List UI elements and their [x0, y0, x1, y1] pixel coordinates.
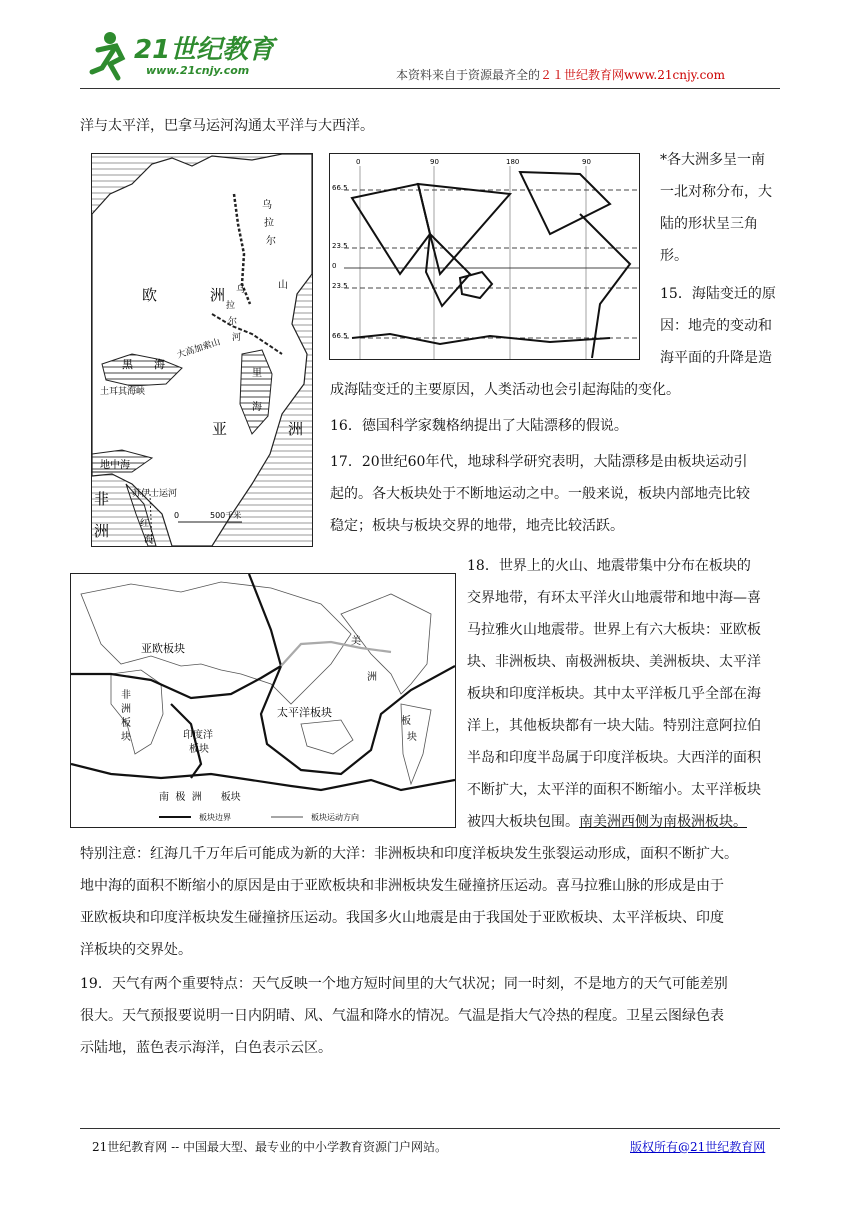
text-line: 示陆地，蓝色表示海洋，白色表示云区。	[80, 1040, 332, 1056]
logo-text: 21世纪教育	[134, 35, 275, 65]
svg-text:黑: 黑	[122, 358, 133, 371]
svg-text:尔: 尔	[266, 236, 276, 247]
svg-text:180: 180	[506, 158, 520, 166]
svg-text:美: 美	[351, 636, 361, 647]
svg-text:海: 海	[144, 535, 154, 545]
text-line: 特别注意：红海几千万年后可能成为新的大洋：非洲板块和印度洋板块发生张裂运动形成，面积不断扩大。	[80, 846, 738, 862]
header-site-url: www.21cnjy.com	[624, 68, 725, 82]
svg-text:海: 海	[154, 358, 165, 371]
svg-text:板块运动方向: 板块运动方向	[311, 813, 359, 822]
text-line: 块、非洲板块、南极洲板块、美洲板块、太平洋	[467, 654, 761, 670]
map-world-plates	[70, 573, 456, 828]
text-line: 不断扩大，太平洋的面积不断缩小。太平洋板块	[467, 782, 761, 798]
svg-text:板块边界: 板块边界	[199, 813, 231, 822]
svg-text:洲: 洲	[210, 286, 226, 304]
runner-icon	[92, 32, 122, 78]
svg-text:拉: 拉	[226, 301, 236, 311]
text-line: 洋上，其他板块都有一块大陆。特别注意阿拉伯	[467, 718, 761, 734]
svg-text:地中海: 地中海	[100, 460, 130, 471]
svg-text:500千米: 500千米	[210, 511, 242, 520]
header-note: 本资料来自于资源最齐全的２１世纪教育网www.21cnjy.com	[396, 68, 725, 82]
text-line: 地中海的面积不断缩小的原因是由于亚欧板块和非洲板块发生碰撞挤压运动。喜马拉雅山脉的形成是由于	[80, 878, 724, 894]
text-line: 亚欧板块和印度洋板块发生碰撞挤压运动。我国多火山地震是由于我国处于亚欧板块、太平洋板块、印度	[80, 910, 724, 926]
svg-text:66.5: 66.5	[332, 184, 348, 192]
svg-text:洲: 洲	[94, 522, 110, 540]
text-line: 洋板块的交界处。	[80, 942, 192, 958]
svg-text:洲: 洲	[288, 420, 304, 438]
text-line: 18．世界上的火山、地震带集中分布在板块的	[467, 558, 751, 574]
text-line: 形。	[660, 248, 688, 264]
svg-text:海: 海	[252, 402, 262, 413]
svg-text:非: 非	[94, 490, 110, 508]
svg-text:南 极 洲 板块: 南 极 洲 板块	[159, 792, 241, 803]
header-divider	[80, 88, 780, 89]
svg-text:亚: 亚	[212, 420, 228, 438]
copyright-link[interactable]: 版权所有@21世纪教育网	[630, 1140, 766, 1154]
svg-text:红: 红	[140, 519, 150, 529]
text-line: 15．海陆变迁的原	[660, 286, 776, 302]
site-logo	[88, 28, 288, 84]
text-line: 一北对称分布，大	[660, 184, 772, 200]
footer-text: 21世纪教育网 -- 中国最大型、最专业的中小学教育资源门户网站。	[92, 1140, 448, 1154]
svg-text:板: 板	[121, 718, 131, 729]
text-line: 陆的形状呈三角	[660, 216, 758, 232]
text-line: 成海陆变迁的主要原因，人类活动也会引起海陆的变化。	[330, 382, 680, 398]
text-line: 海平面的升降是造	[660, 350, 772, 366]
svg-text:大高加索山: 大高加索山	[175, 337, 222, 361]
svg-text:90: 90	[582, 158, 591, 166]
logo-url: www.21cnjy.com	[146, 64, 250, 77]
svg-text:欧: 欧	[142, 286, 158, 304]
svg-text:0: 0	[356, 158, 361, 166]
svg-text:河: 河	[232, 333, 242, 343]
text-line: 被四大板块包围。南美洲西侧为南极洲板块。	[467, 814, 747, 830]
text-line: 很大。天气预报要说明一日内阴晴、风、气温和降水的情况。气温是指大气冷热的程度。卫星云图绿色表	[80, 1008, 724, 1024]
map-eurasia-border	[91, 153, 313, 547]
svg-text:山: 山	[278, 280, 288, 291]
svg-text:洲: 洲	[367, 672, 377, 683]
text-line: 半岛和印度半岛属于印度洋板块。大西洋的面积	[467, 750, 761, 766]
svg-text:块: 块	[407, 732, 417, 743]
svg-text:23.5: 23.5	[332, 242, 348, 250]
svg-text:块: 块	[121, 732, 131, 743]
text-line: 19．天气有两个重要特点：天气反映一个地方短时间里的大气状况；同一时刻，不是地方的天气可能差别	[80, 976, 728, 992]
text-line: 洋与太平洋，巴拿马运河沟通太平洋与大西洋。	[80, 118, 374, 134]
footer-divider	[80, 1128, 780, 1129]
text-line: 起的。各大板块处于不断地运动之中。一般来说，板块内部地壳比较	[330, 486, 750, 502]
svg-text:洲: 洲	[121, 704, 131, 715]
svg-text:亚欧板块: 亚欧板块	[141, 642, 185, 655]
text-line: 稳定；板块与板块交界的地带，地壳比较活跃。	[330, 518, 624, 534]
svg-text:66.5: 66.5	[332, 332, 348, 340]
text-line: 因：地壳的变动和	[660, 318, 772, 334]
text-line: 板块和印度洋板块。其中太平洋板几乎全部在海	[467, 686, 761, 702]
svg-text:90: 90	[430, 158, 439, 166]
svg-text:0: 0	[174, 511, 180, 520]
svg-text:非: 非	[121, 690, 131, 701]
svg-text:尔: 尔	[228, 317, 238, 327]
svg-text:乌: 乌	[236, 285, 246, 295]
svg-text:土耳其海峡: 土耳其海峡	[100, 387, 146, 397]
svg-text:苏伊士运河: 苏伊士运河	[132, 489, 178, 499]
text-line: 马拉雅火山地震带。世界上有六大板块：亚欧板	[467, 622, 761, 638]
svg-text:板块: 板块	[189, 744, 209, 755]
header-site-name: ２１世纪教育网	[540, 68, 625, 82]
text-line: *各大洲多呈一南	[660, 152, 765, 168]
text-line: 16．德国科学家魏格纳提出了大陆漂移的假说。	[330, 418, 628, 434]
svg-text:拉: 拉	[264, 218, 274, 229]
text-line: 17．20世纪60年代，地球科学研究表明，大陆漂移是由板块运动引	[330, 454, 748, 470]
svg-text:乌: 乌	[262, 200, 272, 211]
svg-text:板: 板	[401, 716, 411, 727]
underlined-note: 南美洲西侧为南极洲板块。	[579, 814, 747, 830]
svg-text:印度洋: 印度洋	[183, 730, 213, 741]
svg-text:23.5: 23.5	[332, 282, 348, 290]
text-line: 交界地带，有环太平洋火山地震带和地中海—喜	[467, 590, 761, 606]
svg-text:里: 里	[252, 368, 262, 379]
svg-text:太平洋板块: 太平洋板块	[277, 706, 332, 719]
map-continent-triangles	[329, 153, 640, 360]
svg-text:0: 0	[332, 262, 337, 270]
